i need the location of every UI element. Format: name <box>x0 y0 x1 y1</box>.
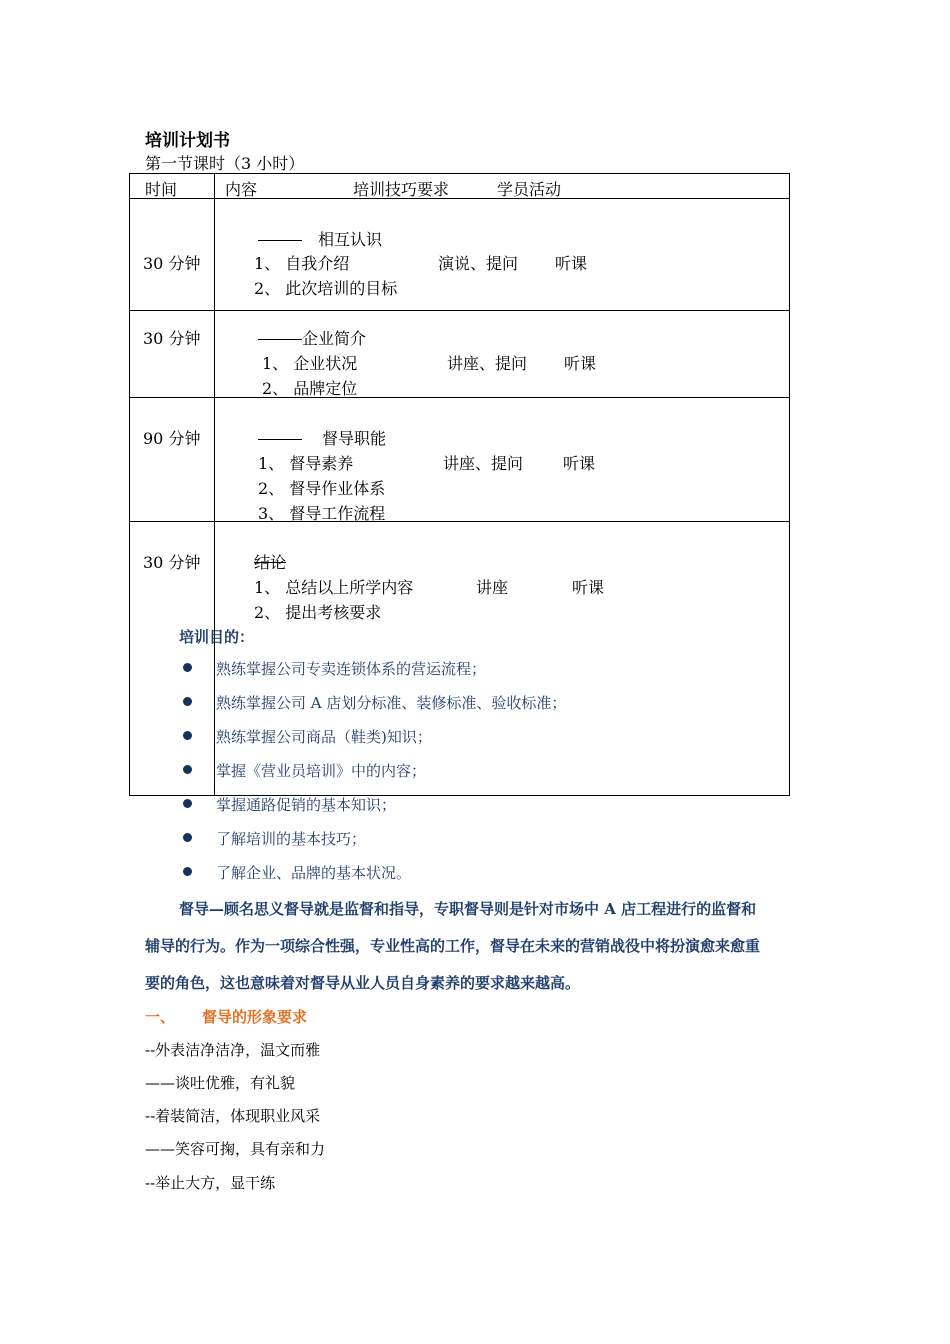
paragraph-line: 督导—顾名思义督导就是监督和指导，专职督导则是针对市场中 A 店工程进行的监督和 <box>179 900 757 918</box>
objective-item: 熟练掌握公司 A 店划分标准、装修标准、验收标准； <box>216 694 567 712</box>
requirement-item: ——笑容可掬，具有亲和力 <box>145 1140 326 1158</box>
objective-item: 掌握《营业员培训》中的内容； <box>216 762 427 780</box>
lesson-subtitle: 第一节课时（3 小时） <box>145 154 305 173</box>
objective-item: 熟练掌握公司专卖连锁体系的营运流程； <box>216 660 487 678</box>
row1-skill: 演说、提问 <box>438 254 519 273</box>
paragraph-line: 要的角色，这也意味着对督导从业人员自身素养的要求越来越高。 <box>145 974 581 992</box>
row4-item1: 1、 总结以上所学内容 <box>254 578 414 597</box>
section-title: 督导的形象要求 <box>202 1008 308 1026</box>
header-content: 内容 <box>225 180 258 199</box>
requirement-item: --举止大方，显干练 <box>145 1174 276 1192</box>
objective-item: 掌握通路促销的基本知识； <box>216 796 397 814</box>
objective-item: 熟练掌握公司商品（鞋类)知识； <box>216 728 432 746</box>
row1-item1: 1、 自我介绍 <box>254 254 350 273</box>
row2-activity: 听课 <box>564 354 597 373</box>
row4-activity: 听课 <box>572 578 605 597</box>
dash-rule <box>258 240 302 241</box>
row3-skill: 讲座、提问 <box>443 454 524 473</box>
row1-activity: 听课 <box>555 254 588 273</box>
row3-time: 90 分钟 <box>143 429 201 448</box>
bullet-icon <box>183 697 192 706</box>
row2-time: 30 分钟 <box>143 329 201 348</box>
objectives-heading: 培训目的： <box>179 628 255 646</box>
row4-heading: 结论 <box>254 553 287 572</box>
dash-rule <box>258 439 302 440</box>
row1-item2: 2、 此次培训的目标 <box>254 279 398 298</box>
row1-time: 30 分钟 <box>143 254 201 273</box>
requirement-item: --外表洁净洁净，温文而雅 <box>145 1041 321 1059</box>
requirement-item: --着装简洁，体现职业风采 <box>145 1107 321 1125</box>
row3-item2: 2、 督导作业体系 <box>258 479 386 498</box>
bullet-icon <box>183 663 192 672</box>
row1-heading: 相互认识 <box>258 227 382 250</box>
row2-heading: 企业简介 <box>258 326 366 349</box>
bullet-icon <box>183 765 192 774</box>
row3-activity: 听课 <box>563 454 596 473</box>
section-number: 一、 <box>145 1008 176 1026</box>
bullet-icon <box>183 833 192 842</box>
requirement-item: ——谈吐优雅，有礼貌 <box>145 1074 296 1092</box>
row2-item2: 2、 品牌定位 <box>262 379 358 398</box>
row3-heading: 督导职能 <box>258 426 386 449</box>
paragraph-line: 辅导的行为。作为一项综合性强，专业性高的工作，督导在未来的营销战役中将扮演愈来愈重 <box>145 937 761 955</box>
row2-item1: 1、 企业状况 <box>262 354 358 373</box>
objective-item: 了解企业、品牌的基本状况。 <box>216 864 412 882</box>
header-skill: 培训技巧要求 <box>353 180 450 199</box>
header-activity: 学员活动 <box>497 180 562 199</box>
row3-item1: 1、 督导素养 <box>258 454 354 473</box>
row2-skill: 讲座、提问 <box>447 354 528 373</box>
dash-rule <box>258 339 302 340</box>
row4-item2: 2、 提出考核要求 <box>254 603 382 622</box>
bullet-icon <box>183 731 192 740</box>
document-title: 培训计划书 <box>145 131 230 151</box>
row4-skill: 讲座 <box>476 578 509 597</box>
bullet-icon <box>183 867 192 876</box>
header-time: 时间 <box>145 180 178 199</box>
bullet-icon <box>183 799 192 808</box>
row3-item3: 3、 督导工作流程 <box>258 504 386 523</box>
row4-time: 30 分钟 <box>143 553 201 572</box>
objective-item: 了解培训的基本技巧； <box>216 830 367 848</box>
